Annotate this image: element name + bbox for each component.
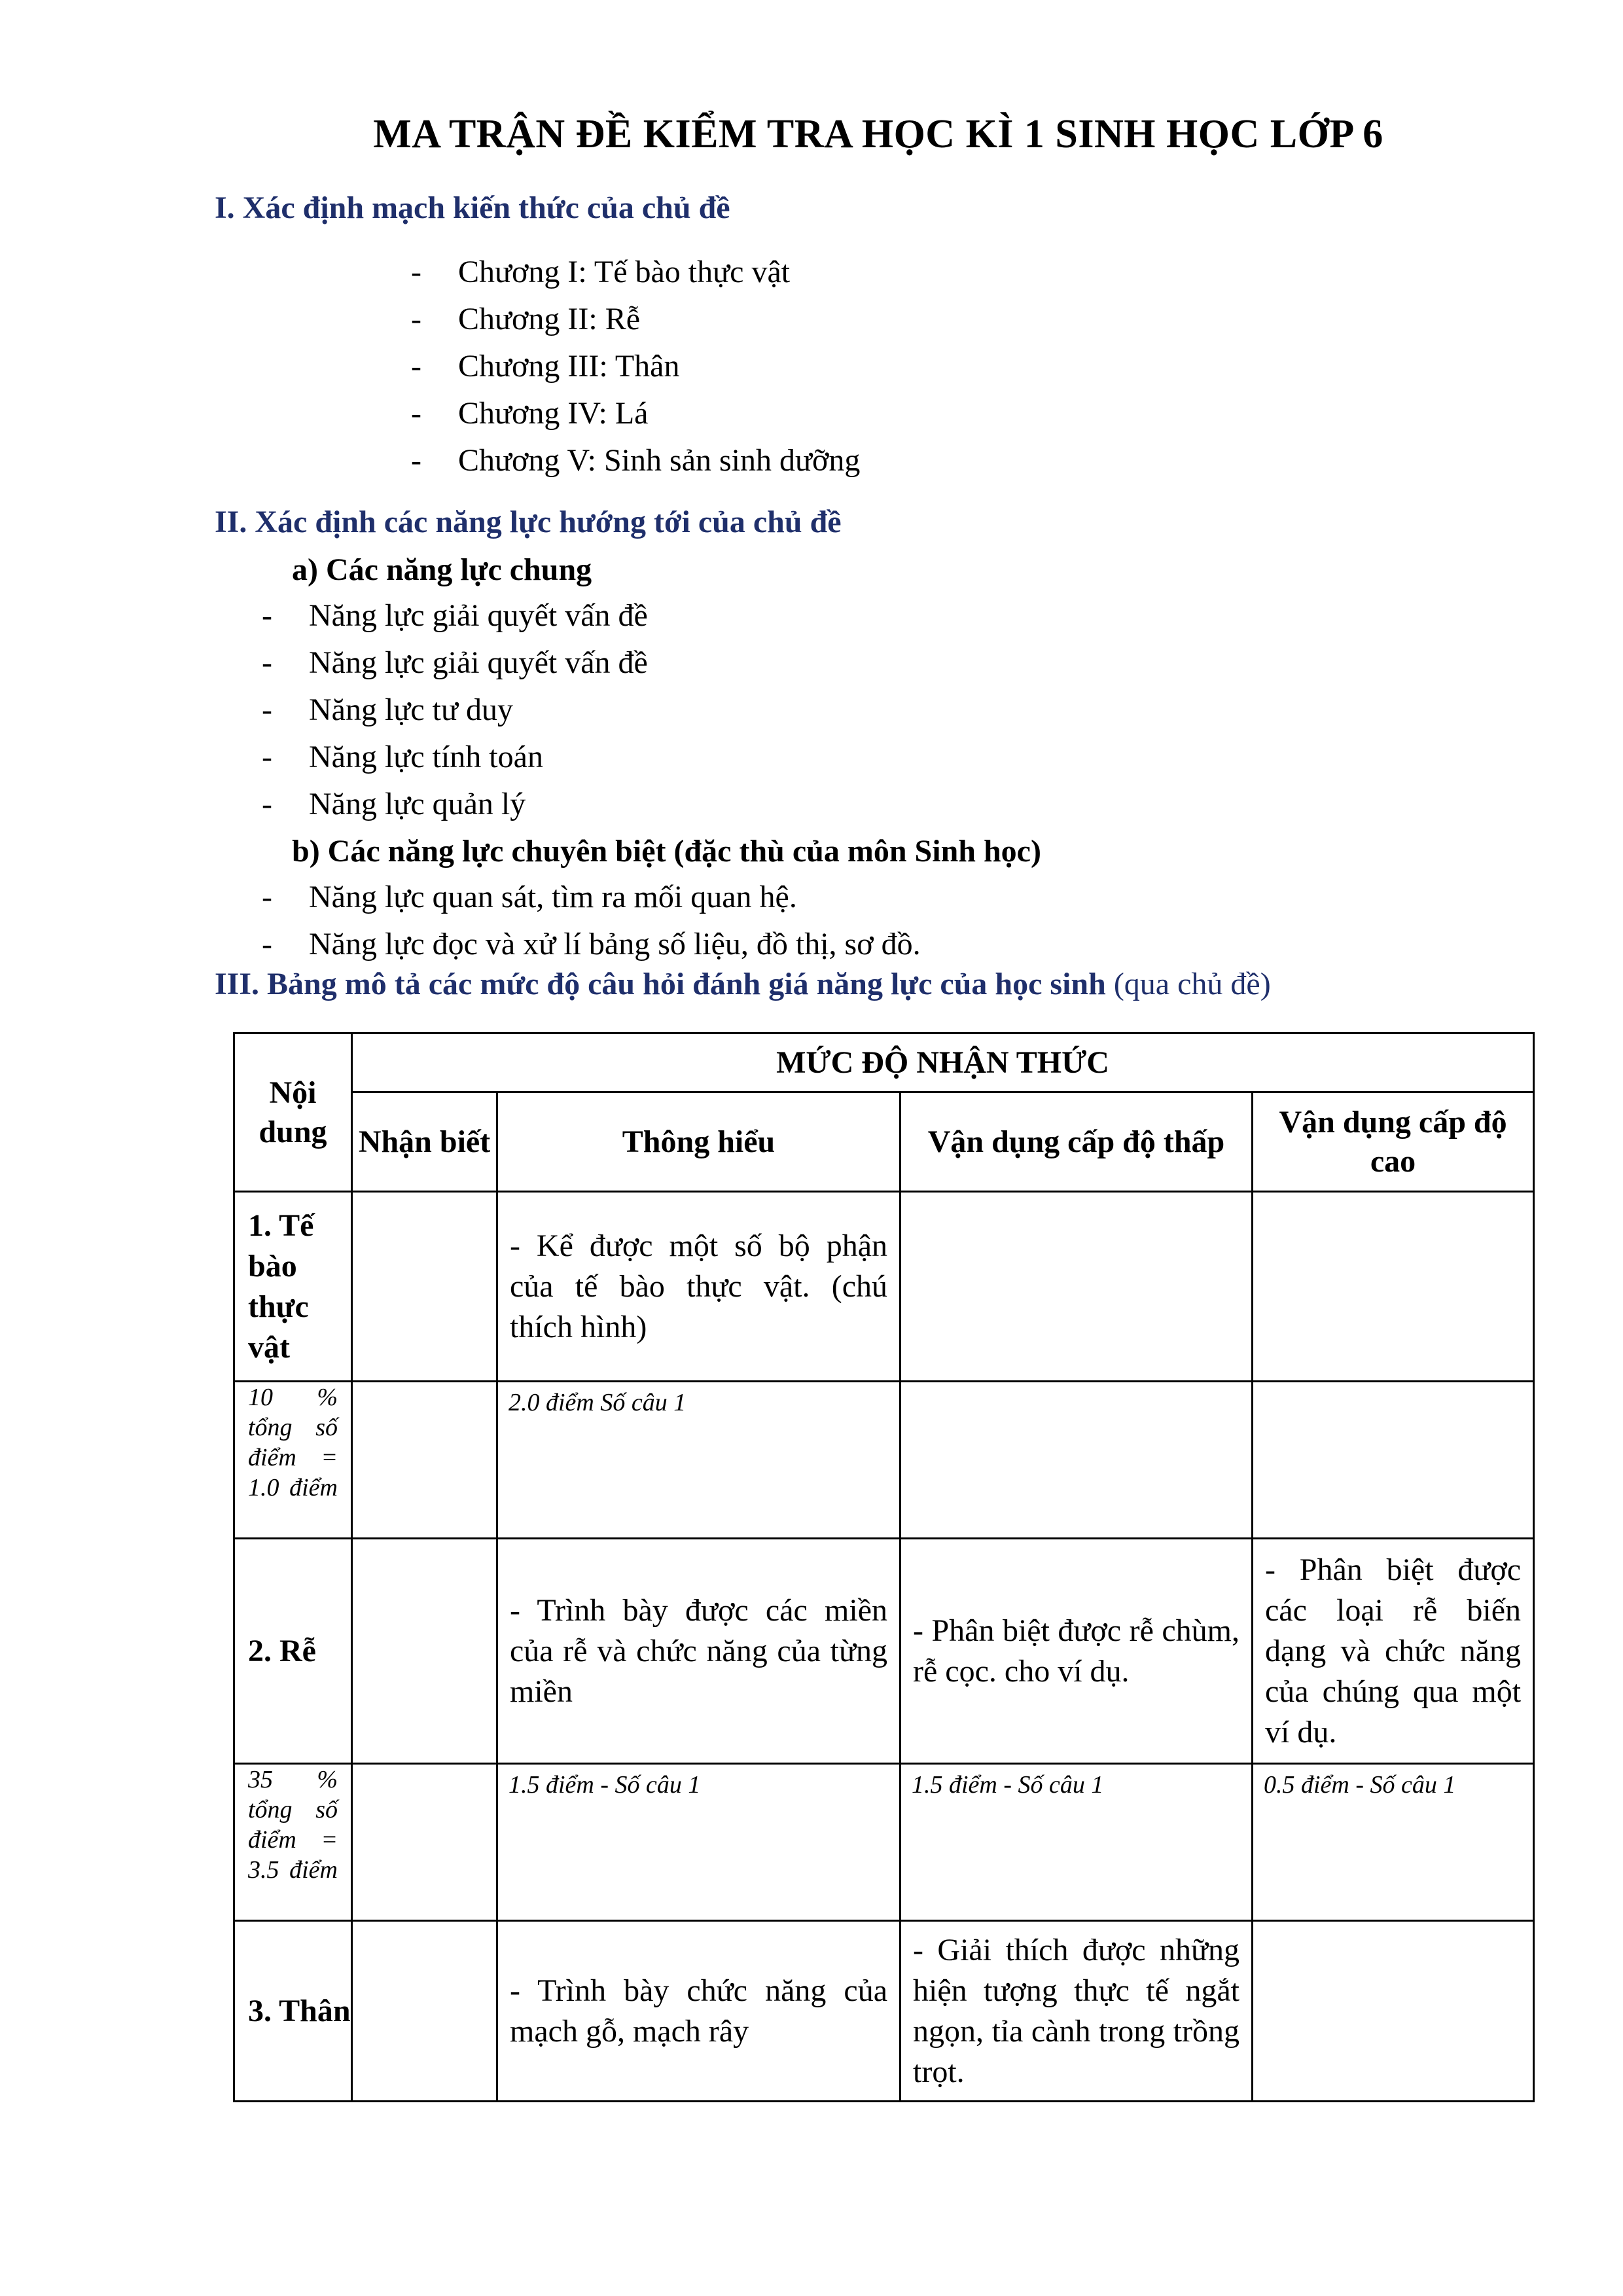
list-item: - Năng lực tính toán [262,740,543,774]
list-item: - Chương IV: Lá [411,396,649,431]
sub-heading-b: b) Các năng lực chuyên biệt (đặc thù của môn Sinh học) [292,834,1041,869]
general-competency-list [262,592,648,828]
thong-hieu-cell: - Trình bày chức năng của mạch gỗ, mạch rây [497,1921,901,2102]
specific-competency-list [262,874,921,968]
list-item: - Năng lực quan sát, tìm ra mối quan hệ. [262,880,797,914]
empty-cell [901,1382,1253,1539]
table-row [234,1382,1534,1539]
page-title: MA TRẬN ĐỀ KIỂM TRA HỌC KÌ 1 SINH HỌC LỚP 6 [373,112,1383,156]
list-item: - Chương III: Thân [411,349,680,384]
list-item: - Năng lực quản lý [262,787,526,821]
table-subheader-row [234,1092,1534,1192]
vd-cao-cell: - Phân biệt được các loại rễ biến dạng và chức năng của chúng qua một ví dụ. [1253,1539,1534,1764]
score-cell: 1.5 điểm - Số câu 1 [497,1764,901,1921]
score-cell: 2.0 điểm Số câu 1 [497,1382,901,1539]
chapter-list [411,249,860,484]
table-row [234,1921,1534,2102]
vd-thap-cell: - Phân biệt được rễ chùm, rễ cọc. cho ví dụ. [901,1539,1253,1764]
header-vd-cao: Vận dụng cấp độ cao [1253,1092,1534,1192]
list-item: - Năng lực giải quyết vấn đề [262,645,648,680]
score-cell: 0.5 điểm - Số câu 1 [1253,1764,1534,1921]
list-item: - Năng lực giải quyết vấn đề [262,598,648,633]
table-row [234,1764,1534,1921]
topic-cell: 2. Rễ [234,1539,352,1764]
empty-cell [1253,1921,1534,2102]
empty-cell [352,1764,497,1921]
assessment-matrix-table [233,1032,1535,2102]
empty-cell [1253,1382,1534,1539]
list-item: - Chương II: Rễ [411,302,641,336]
table-header-row [234,1033,1534,1092]
list-item: - Năng lực tư duy [262,692,513,727]
vd-thap-cell: - Giải thích được những hiện tượng thực tế ngắt ngọn, tỉa cành trong trồng trọt. [901,1921,1253,2102]
percent-cell: 10 % tổng số điểm = 1.0 điểm [234,1382,352,1539]
empty-cell [352,1382,497,1539]
topic-cell: 1. Tế bào thực vật [234,1192,352,1382]
empty-cell [352,1539,497,1764]
table-row [234,1192,1534,1382]
section2-heading: II. Xác định các năng lực hướng tới của chủ đề [215,505,842,539]
section3-heading: III. Bảng mô tả các mức độ câu hỏi đánh giá năng lực của học sinh (qua chủ đề) [215,967,1271,1001]
empty-cell [352,1921,497,2102]
table-row [234,1539,1534,1764]
sub-heading-a: a) Các năng lực chung [292,552,592,587]
list-item: - Chương I: Tế bào thực vật [411,255,791,289]
score-cell: 1.5 điểm - Số câu 1 [901,1764,1253,1921]
header-level: MỨC ĐỘ NHẬN THỨC [352,1033,1534,1092]
list-item: - Năng lực đọc và xử lí bảng số liệu, đồ thị, sơ đồ. [262,927,921,961]
empty-cell [352,1192,497,1382]
section1-heading: I. Xác định mạch kiến thức của chủ đề [215,190,730,225]
header-vd-thap: Vận dụng cấp độ thấp [901,1092,1253,1192]
empty-cell [1253,1192,1534,1382]
header-content: Nội dung [234,1033,352,1192]
thong-hieu-cell: - Trình bày được các miền của rễ và chức năng của từng miền [497,1539,901,1764]
header-nhan-biet: Nhận biết [352,1092,497,1192]
list-item: - Chương V: Sinh sản sinh dưỡng [411,443,861,478]
topic-cell: 3. Thân [234,1921,352,2102]
thong-hieu-cell: - Kể được một số bộ phận của tế bào thực vật. (chú thích hình) [497,1192,901,1382]
percent-cell: 35 % tổng số điểm = 3.5 điểm [234,1764,352,1921]
empty-cell [901,1192,1253,1382]
header-thong-hieu: Thông hiểu [497,1092,901,1192]
